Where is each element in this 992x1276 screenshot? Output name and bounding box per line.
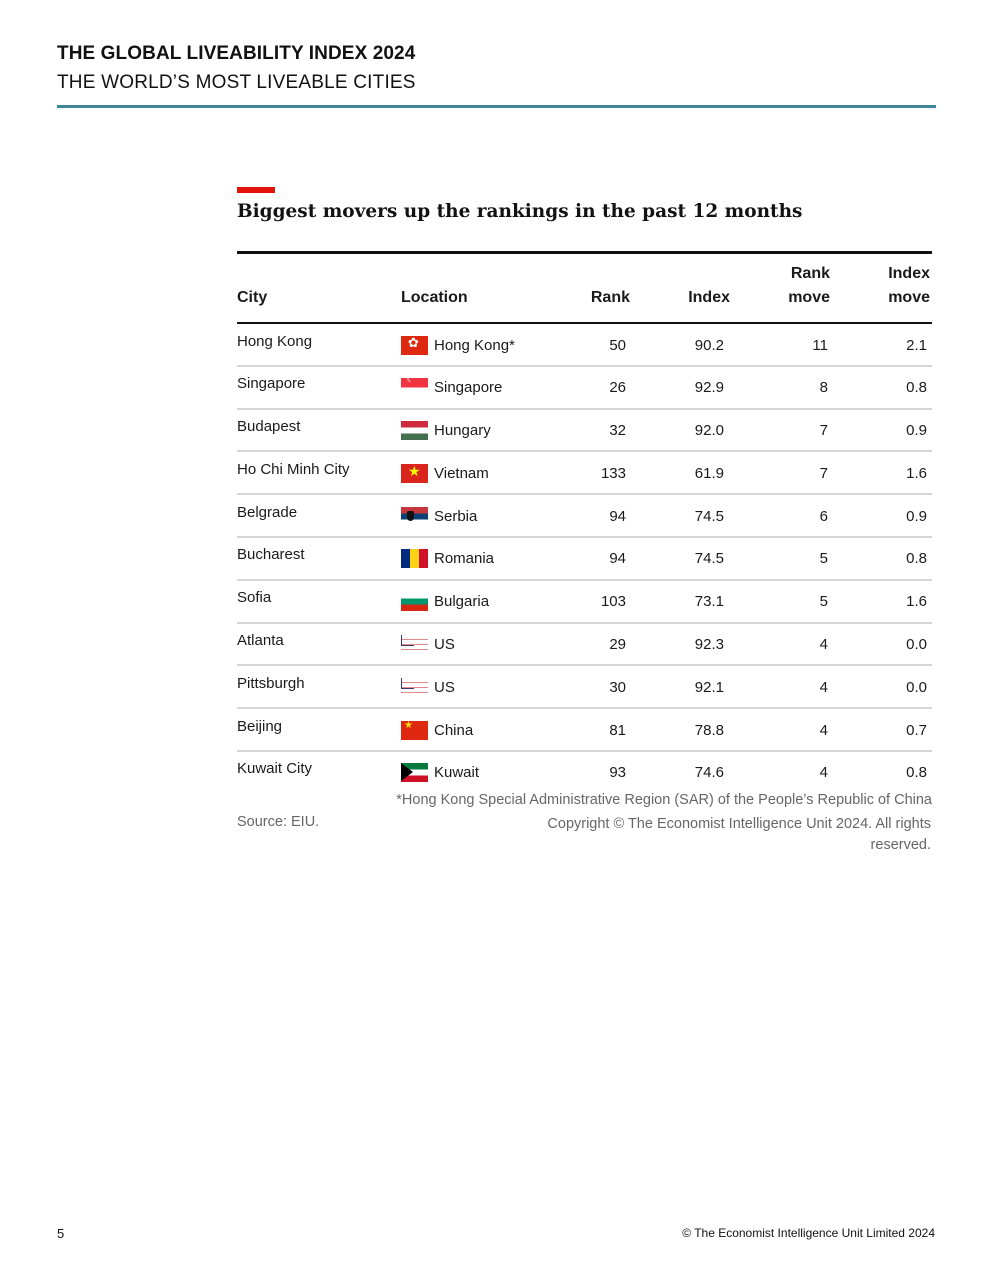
rank-move-cell: 4 bbox=[819, 764, 828, 782]
city-cell: Bucharest bbox=[237, 546, 305, 564]
index-move-cell: 1.6 bbox=[906, 464, 927, 482]
location-cell bbox=[401, 625, 455, 665]
city-cell: Kuwait City bbox=[237, 760, 313, 778]
index-move-cell: 0.8 bbox=[906, 379, 927, 397]
accent-bar bbox=[237, 187, 275, 193]
city-cell: Ho Chi Minh City bbox=[237, 460, 350, 478]
rank-cell: 94 bbox=[609, 550, 626, 568]
index-move-cell: 1.6 bbox=[906, 593, 927, 611]
index-cell: 74.5 bbox=[694, 507, 724, 525]
table-title: Biggest movers up the rankings in the past 12 months bbox=[237, 201, 803, 222]
location-cell bbox=[401, 710, 473, 750]
index-move-cell: 0.9 bbox=[906, 507, 927, 525]
city-cell: Beijing bbox=[237, 717, 283, 735]
index-move-cell: 0.8 bbox=[906, 764, 927, 782]
location-label: Hong Kong* bbox=[434, 336, 515, 354]
location-cell bbox=[401, 411, 491, 451]
location-cell bbox=[401, 667, 455, 707]
document-subtitle: THE WORLD’S MOST LIVEABLE CITIES bbox=[57, 72, 416, 93]
table-row bbox=[237, 624, 932, 667]
location-label: Serbia bbox=[434, 507, 478, 525]
column-header-index-move-line1: Index bbox=[888, 265, 930, 282]
rank-cell: 26 bbox=[609, 379, 626, 397]
serbia-flag-icon bbox=[401, 507, 428, 526]
city-cell: Belgrade bbox=[237, 503, 298, 521]
rank-cell: 29 bbox=[609, 636, 626, 654]
rank-cell: 32 bbox=[609, 422, 626, 440]
romania-flag-icon bbox=[401, 549, 428, 568]
city-cell: Hong Kong bbox=[237, 332, 313, 350]
index-cell: 74.5 bbox=[694, 550, 724, 568]
location-label: US bbox=[434, 636, 455, 654]
singapore-flag-icon bbox=[401, 378, 428, 397]
movers-table bbox=[237, 251, 932, 795]
us-flag-icon bbox=[401, 635, 428, 654]
table-row bbox=[237, 324, 932, 367]
location-cell bbox=[401, 368, 502, 408]
city-cell: Singapore bbox=[237, 375, 306, 393]
rank-move-cell: 4 bbox=[819, 678, 828, 696]
location-label: China bbox=[434, 721, 474, 739]
index-cell: 61.9 bbox=[694, 464, 724, 482]
column-header-rank: Rank bbox=[590, 289, 630, 306]
table-row bbox=[237, 410, 932, 453]
column-header-rank-move bbox=[767, 262, 830, 310]
source-note: Source: EIU. bbox=[237, 814, 320, 830]
copyright-note: Copyright © The Economist Intelligence Unit 2024. All rights reserved. bbox=[547, 816, 931, 853]
index-cell: 73.1 bbox=[694, 593, 724, 611]
us-flag-icon bbox=[401, 678, 428, 697]
rank-cell: 133 bbox=[600, 464, 626, 482]
index-cell: 74.6 bbox=[694, 764, 724, 782]
column-header-rank-move-line1: Rank bbox=[790, 265, 830, 282]
rank-cell: 103 bbox=[600, 593, 626, 611]
location-label: US bbox=[434, 678, 455, 696]
rank-move-cell: 8 bbox=[819, 379, 828, 397]
hong-kong-flag-icon bbox=[401, 336, 428, 355]
china-flag-icon bbox=[401, 721, 428, 740]
rank-move-cell: 7 bbox=[819, 464, 828, 482]
city-cell: Budapest bbox=[237, 418, 301, 436]
index-cell: 90.2 bbox=[694, 336, 724, 354]
rank-move-cell: 11 bbox=[812, 336, 828, 354]
page-number: 5 bbox=[57, 1226, 65, 1241]
location-label: Singapore bbox=[434, 379, 503, 397]
document-title: THE GLOBAL LIVEABILITY INDEX 2024 bbox=[57, 43, 416, 64]
rank-cell: 30 bbox=[609, 678, 626, 696]
rank-move-cell: 6 bbox=[819, 507, 828, 525]
column-header-city: City bbox=[237, 289, 268, 306]
table-row bbox=[237, 452, 932, 495]
rank-cell: 81 bbox=[609, 721, 626, 739]
location-cell bbox=[401, 753, 479, 793]
rank-move-cell: 5 bbox=[819, 550, 828, 568]
table-row bbox=[237, 752, 932, 795]
location-cell bbox=[401, 496, 477, 536]
rank-move-cell: 4 bbox=[819, 636, 828, 654]
header-rule bbox=[57, 105, 936, 108]
table-header bbox=[237, 254, 932, 324]
footer-copyright: © The Economist Intelligence Unit Limited 2024 bbox=[682, 1226, 935, 1240]
location-label: Hungary bbox=[434, 422, 491, 440]
column-header-index: Index bbox=[688, 289, 730, 306]
rank-cell: 94 bbox=[609, 507, 626, 525]
table-row bbox=[237, 581, 932, 624]
vietnam-flag-icon bbox=[401, 464, 428, 483]
rank-move-cell: 7 bbox=[819, 422, 828, 440]
location-label: Vietnam bbox=[434, 464, 489, 482]
index-cell: 92.9 bbox=[694, 379, 724, 397]
location-label: Bulgaria bbox=[434, 593, 490, 611]
column-header-index-move bbox=[857, 262, 930, 310]
city-cell: Pittsburgh bbox=[237, 674, 305, 692]
rank-cell: 50 bbox=[609, 336, 626, 354]
table-row bbox=[237, 495, 932, 538]
footnote: *Hong Kong Special Administrative Region (SAR) of the People’s Republic of China bbox=[396, 792, 932, 808]
column-header-index-move-line2: move bbox=[888, 289, 930, 306]
city-cell: Atlanta bbox=[237, 632, 284, 650]
index-move-cell: 0.0 bbox=[906, 678, 927, 696]
table-row bbox=[237, 709, 932, 752]
location-cell bbox=[401, 325, 515, 365]
bulgaria-flag-icon bbox=[401, 592, 428, 611]
index-move-cell: 0.0 bbox=[906, 636, 927, 654]
index-move-cell: 0.9 bbox=[906, 422, 927, 440]
kuwait-flag-icon bbox=[401, 763, 428, 782]
table-row bbox=[237, 367, 932, 410]
index-cell: 92.3 bbox=[694, 636, 724, 654]
index-move-cell: 0.8 bbox=[906, 550, 927, 568]
column-header-rank-move-line2: move bbox=[788, 289, 830, 306]
location-label: Romania bbox=[434, 550, 495, 568]
location-label: Kuwait bbox=[434, 764, 480, 782]
index-move-cell: 2.1 bbox=[906, 336, 927, 354]
table-row bbox=[237, 538, 932, 581]
location-cell bbox=[401, 582, 489, 622]
location-cell bbox=[401, 453, 489, 493]
hungary-flag-icon bbox=[401, 421, 428, 440]
index-cell: 92.1 bbox=[694, 678, 724, 696]
rank-move-cell: 4 bbox=[819, 721, 828, 739]
index-cell: 78.8 bbox=[694, 721, 724, 739]
index-move-cell: 0.7 bbox=[906, 721, 927, 739]
table-body bbox=[237, 324, 932, 795]
table-row bbox=[237, 666, 932, 709]
location-cell bbox=[401, 539, 494, 579]
column-header-location: Location bbox=[401, 289, 468, 306]
index-cell: 92.0 bbox=[694, 422, 724, 440]
rank-cell: 93 bbox=[609, 764, 626, 782]
city-cell: Sofia bbox=[237, 589, 272, 607]
rank-move-cell: 5 bbox=[819, 593, 828, 611]
